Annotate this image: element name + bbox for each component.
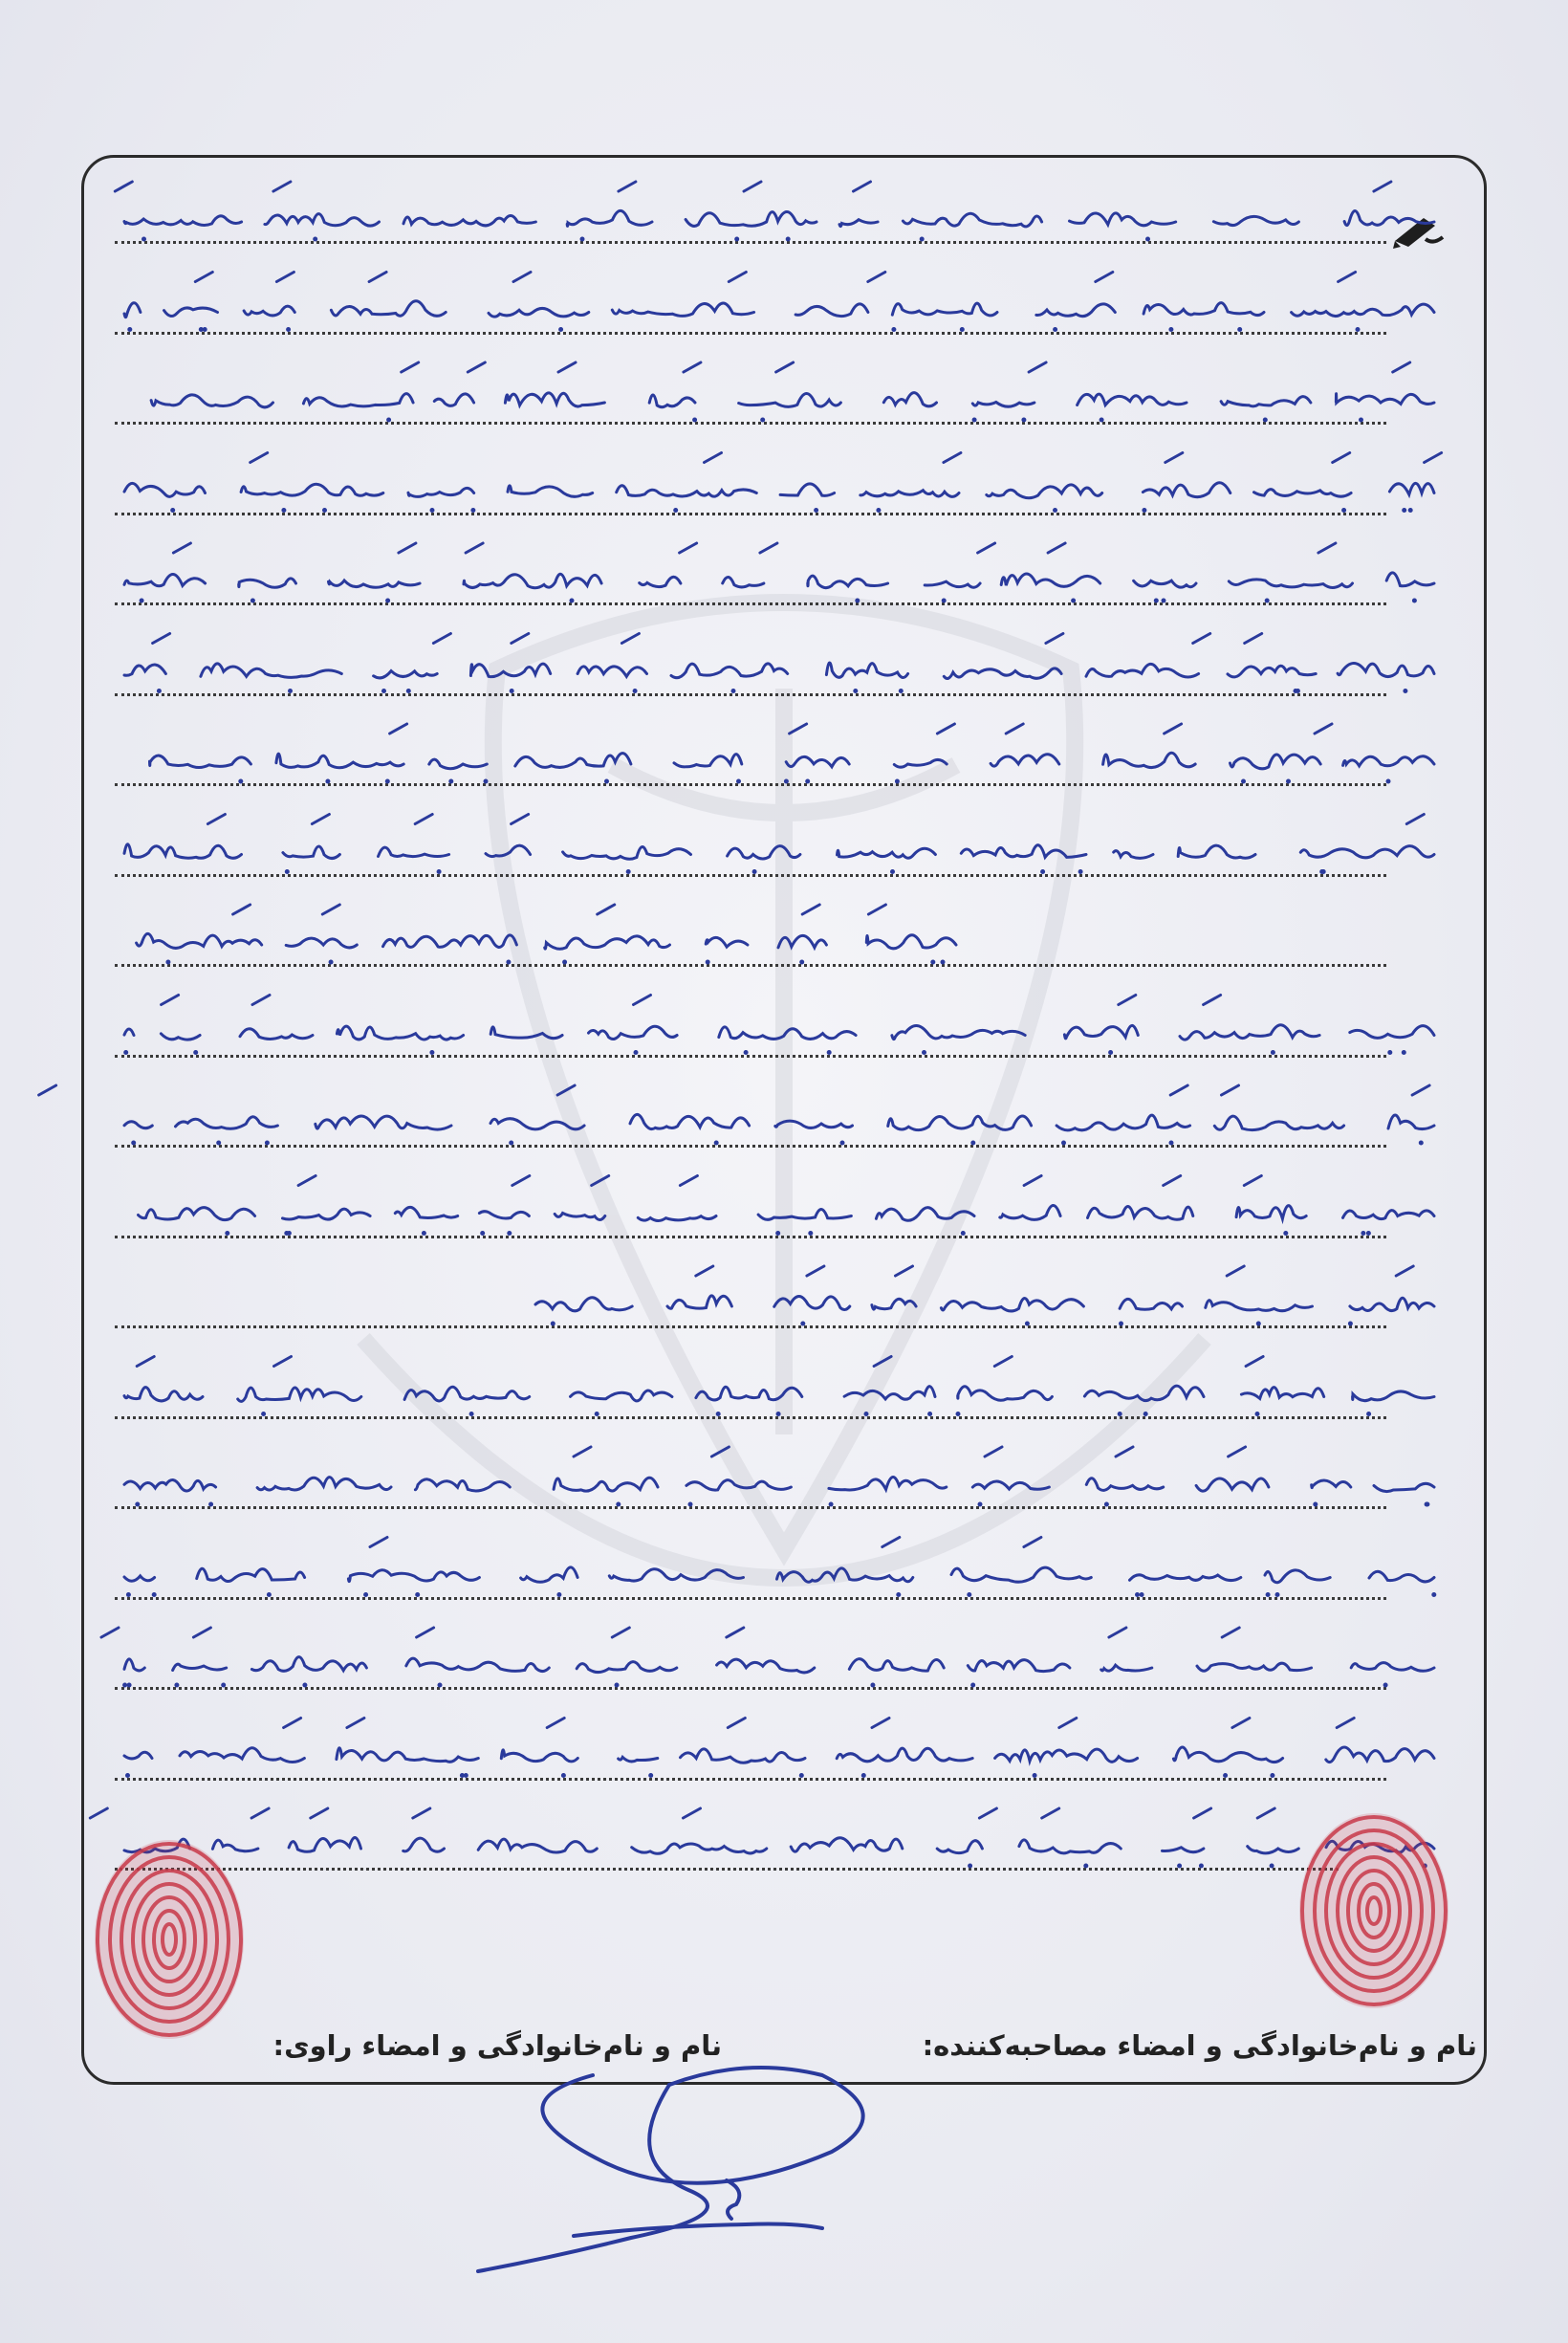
handwritten-line	[124, 1719, 1434, 1779]
handwritten-line	[535, 1266, 1434, 1326]
handwritten-line	[124, 1447, 1434, 1507]
narrator-signature-label: نام و نام‌خانوادگی و امضاء راوی:	[272, 2029, 722, 2062]
handwritten-line	[124, 273, 1434, 333]
fingerprint-right	[1293, 1807, 1455, 2013]
handwritten-line	[139, 1176, 1435, 1237]
handwritten-line	[123, 996, 1434, 1056]
handwritten-line	[124, 1357, 1434, 1417]
interviewer-signature-label: نام و نام‌خانوادگی و امضاء مصاحبه‌کننده:	[922, 2029, 1477, 2062]
handwritten-line	[150, 724, 1435, 784]
handwritten-line	[124, 543, 1434, 603]
handwritten-line	[124, 634, 1434, 694]
handwritten-line	[137, 905, 956, 965]
handwritten-line	[124, 1538, 1436, 1598]
handwritten-line	[151, 362, 1434, 423]
handwritten-line	[90, 1808, 1434, 1869]
handwritten-line	[115, 182, 1434, 242]
signature	[459, 2047, 918, 2286]
fingerprint-left	[88, 1834, 250, 2045]
handwritten-line	[101, 1628, 1434, 1688]
handwritten-line	[39, 1085, 1434, 1146]
handwritten-line	[124, 453, 1442, 514]
handwritten-line	[124, 815, 1434, 875]
